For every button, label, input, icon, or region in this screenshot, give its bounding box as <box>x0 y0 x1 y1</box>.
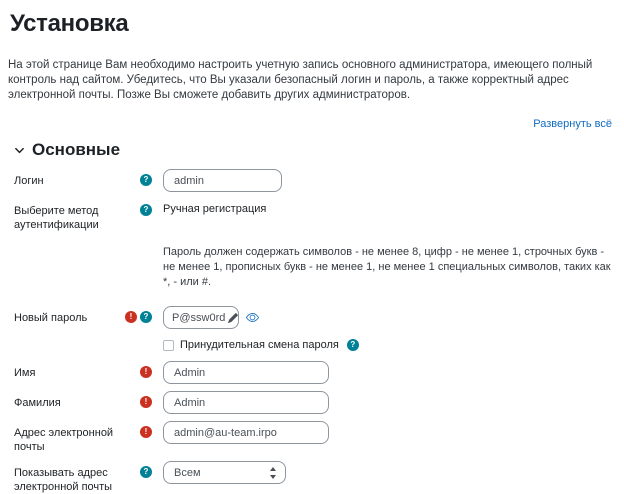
row-auth-method <box>8 199 616 232</box>
help-icon[interactable]: ? <box>140 174 152 186</box>
section-title: Основные <box>32 140 121 159</box>
email-visibility-value: Всем <box>174 466 201 479</box>
firstname-label: Имя <box>14 367 36 379</box>
help-icon[interactable]: ? <box>140 204 152 216</box>
password-policy-text: Пароль должен содержать символов - не менее 8, цифр - не менее 1, строчных букв - не менее 1, прописных букв - не менее 1, не менее 1 специальных символов, таких как *, - или #. <box>163 246 611 288</box>
row-email-visibility <box>8 461 616 494</box>
required-icon: ! <box>125 311 137 323</box>
new-password-value: P@ssw0rd <box>172 311 226 324</box>
lastname-label: Фамилия <box>14 397 61 409</box>
firstname-input[interactable] <box>163 361 329 384</box>
reveal-password-eye-icon[interactable] <box>246 311 259 324</box>
row-email <box>8 421 616 454</box>
email-label: Адрес электронной почты <box>14 427 114 453</box>
row-username <box>8 169 616 192</box>
help-icon[interactable]: ? <box>347 339 359 351</box>
force-password-change-label: Принудительная смена пароля <box>180 339 339 351</box>
new-password-label: Новый пароль <box>14 312 88 324</box>
page-title: Установка <box>10 10 129 37</box>
row-force-password-change <box>8 336 616 351</box>
row-firstname <box>8 361 616 384</box>
username-label: Логин <box>14 175 44 187</box>
auth-method-value: Ручная регистрация <box>163 203 267 215</box>
row-new-password <box>8 306 616 329</box>
username-input[interactable] <box>163 169 282 192</box>
section-header-general[interactable] <box>14 140 616 160</box>
pencil-icon <box>228 313 238 323</box>
new-password-input[interactable] <box>163 306 239 329</box>
email-visibility-select[interactable] <box>163 461 286 484</box>
required-icon: ! <box>140 396 152 408</box>
expand-all-link[interactable]: Развернуть всё <box>533 118 612 130</box>
required-icon: ! <box>140 366 152 378</box>
row-password-policy <box>8 239 616 299</box>
expand-all-row <box>8 114 612 132</box>
email-visibility-label: Показывать адрес электронной почты <box>14 467 113 493</box>
required-icon: ! <box>140 426 152 438</box>
row-lastname <box>8 391 616 414</box>
chevron-down-icon <box>14 145 25 156</box>
page-description: На этой странице Вам необходимо настроить учетную запись основного администратора, имеющего полный контроль над сайтом. Убедитесь, что Вы указали безопасный логин и пароль, а также корректный адрес электронной почты. Позже Вы сможете добавить других администраторов. <box>8 59 593 101</box>
auth-method-label: Выберите метод аутентификации <box>14 205 99 231</box>
help-icon[interactable]: ? <box>140 466 152 478</box>
email-input[interactable] <box>163 421 329 444</box>
force-password-change-checkbox[interactable] <box>163 340 174 351</box>
help-icon[interactable]: ? <box>140 311 152 323</box>
select-updown-icon <box>269 467 277 479</box>
lastname-input[interactable] <box>163 391 329 414</box>
